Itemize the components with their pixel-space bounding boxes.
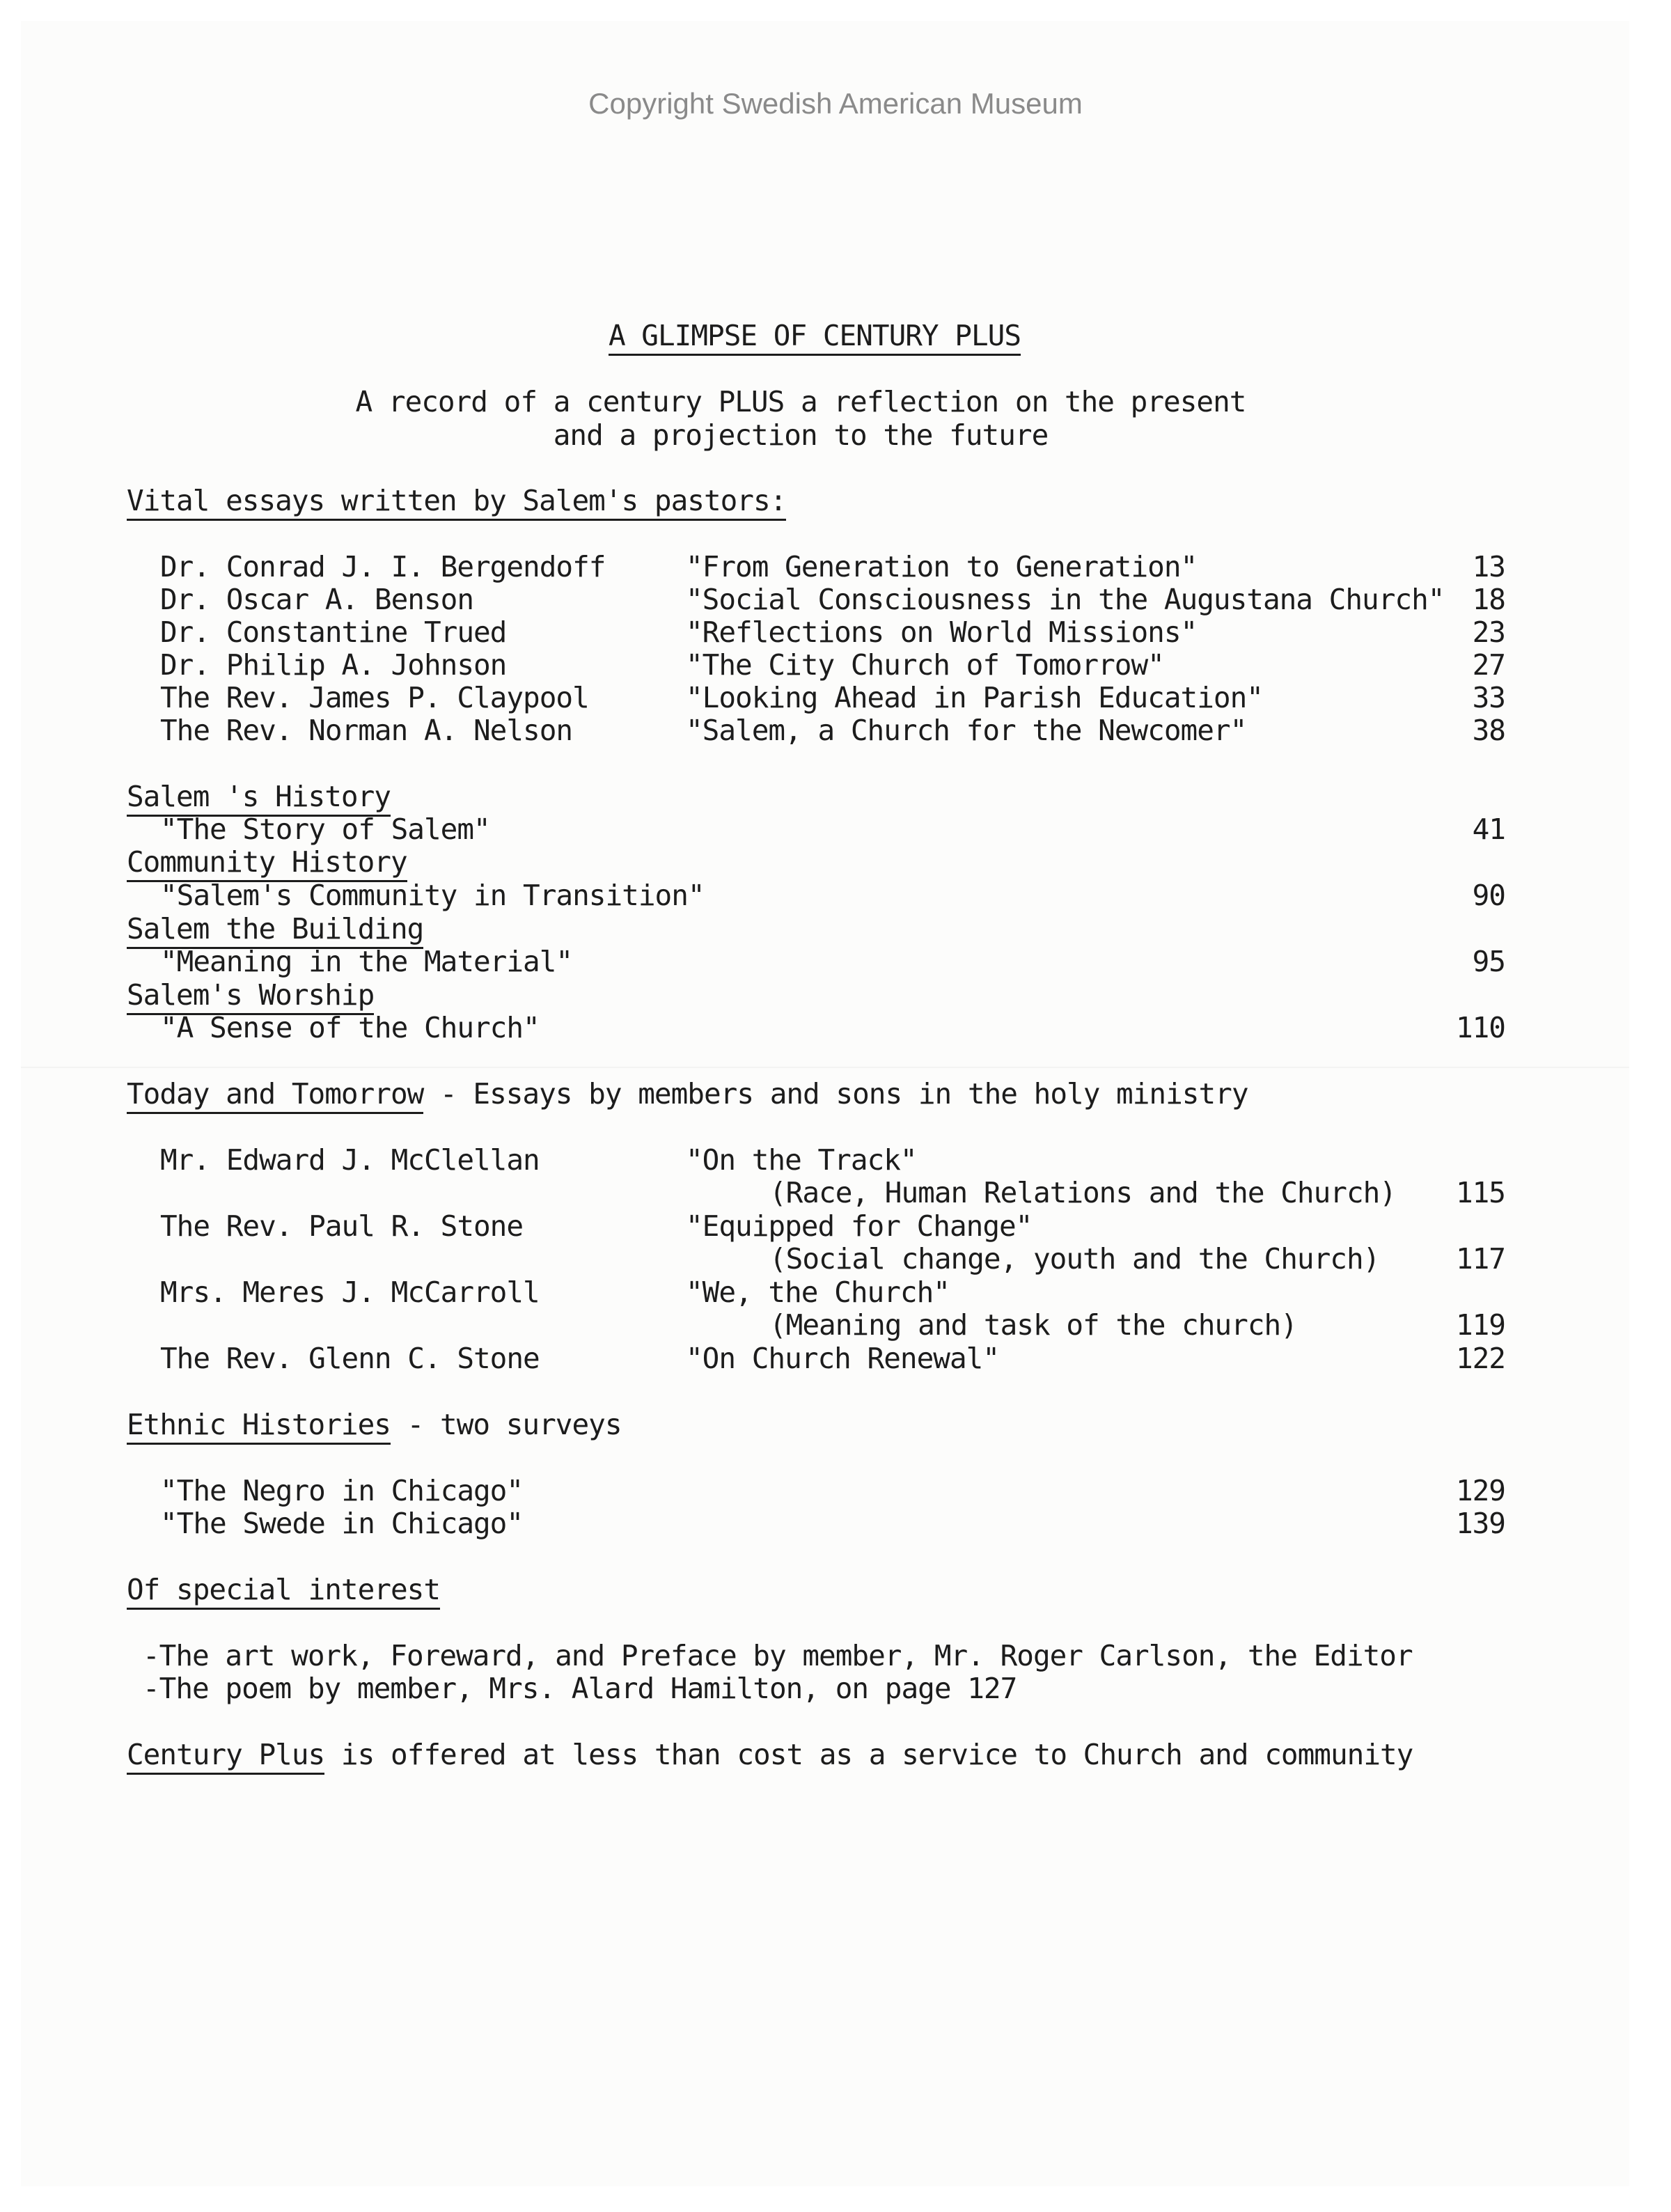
today-author: The Rev. Paul R. Stone [160, 1209, 524, 1243]
special-heading [127, 1573, 440, 1606]
today-page-number: 115 [1455, 1176, 1505, 1209]
section-heading [127, 978, 374, 1012]
closing-rest: is offered at less than cost as a service to Church and community [324, 1738, 1413, 1771]
section-heading-text: Salem the Building [127, 912, 423, 949]
section-page-number: 95 [1472, 945, 1505, 978]
section-heading [127, 845, 407, 879]
document-title-text: A GLIMPSE OF CENTURY PLUS [609, 319, 1021, 356]
today-essay-title: "On Church Renewal" [686, 1342, 999, 1375]
section-page-number: 90 [1472, 879, 1505, 912]
section-essay-title: "Meaning in the Material" [160, 945, 573, 978]
today-heading [127, 1077, 1248, 1111]
section-essay-title: "Salem's Community in Transition" [160, 879, 705, 912]
today-essay-note: (Race, Human Relations and the Church) [769, 1176, 1396, 1209]
ethnic-page-number: 129 [1455, 1474, 1505, 1507]
ethnic-essay-title: "The Swede in Chicago" [160, 1507, 524, 1540]
vital-essays-heading-text: Vital essays written by Salem's pastors: [127, 484, 786, 521]
subtitle-line-1: A record of a century PLUS a reflection on the present [355, 385, 1246, 418]
ethnic-heading-text: Ethnic Histories [127, 1408, 391, 1445]
today-author: Mr. Edward J. McClellan [160, 1143, 540, 1177]
section-heading-text: Salem 's History [127, 780, 391, 817]
subtitle-line-2: and a projection to the future [553, 418, 1049, 452]
today-essay-note: (Meaning and task of the church) [769, 1308, 1297, 1342]
document-title [0, 319, 1629, 352]
vital-essay-title: "The City Church of Tomorrow" [686, 648, 1164, 682]
section-heading-text: Community History [127, 845, 407, 882]
vital-author: Dr. Philip A. Johnson [160, 648, 507, 682]
today-heading-rest: - Essays by members and sons in the holy ministry [423, 1077, 1248, 1111]
today-heading-text: Today and Tomorrow [127, 1077, 423, 1114]
section-essay-title: "A Sense of the Church" [160, 1011, 540, 1044]
fold-crease [21, 1067, 1629, 1068]
section-essay-title: "The Story of Salem" [160, 813, 490, 846]
vital-page-number: 18 [1472, 583, 1505, 616]
vital-author: The Rev. Norman A. Nelson [160, 714, 573, 747]
ethnic-page-number: 139 [1455, 1507, 1505, 1540]
ethnic-heading [127, 1408, 622, 1441]
ethnic-essay-title: "The Negro in Chicago" [160, 1474, 524, 1507]
vital-page-number: 33 [1472, 681, 1505, 714]
special-line: -The art work, Foreward, and Preface by member, Mr. Roger Carlson, the Editor [143, 1639, 1413, 1672]
vital-page-number: 38 [1472, 714, 1505, 747]
today-author: Mrs. Meres J. McCarroll [160, 1276, 540, 1309]
section-page-number: 41 [1472, 813, 1505, 846]
vital-essays-heading [127, 484, 786, 517]
section-heading [127, 912, 423, 946]
special-heading-text: Of special interest [127, 1573, 440, 1610]
vital-essay-title: "Salem, a Church for the Newcomer" [686, 714, 1247, 747]
special-line: -The poem by member, Mrs. Alard Hamilton, on page 127 [143, 1672, 1017, 1705]
vital-author: Dr. Constantine Trued [160, 615, 507, 649]
vital-essay-title: "Reflections on World Missions" [686, 615, 1198, 649]
today-essay-note: (Social change, youth and the Church) [769, 1242, 1380, 1276]
closing-lead: Century Plus [127, 1738, 324, 1775]
vital-page-number: 23 [1472, 615, 1505, 649]
today-page-number: 117 [1455, 1242, 1505, 1276]
copyright-watermark: Copyright Swedish American Museum [588, 87, 1083, 120]
today-page-number: 122 [1455, 1342, 1505, 1375]
section-heading-text: Salem's Worship [127, 978, 374, 1015]
vital-page-number: 13 [1472, 550, 1505, 583]
section-heading [127, 780, 391, 813]
today-page-number: 119 [1455, 1308, 1505, 1342]
today-author: The Rev. Glenn C. Stone [160, 1342, 540, 1375]
vital-essay-title: "From Generation to Generation" [686, 550, 1198, 583]
vital-essay-title: "Social Consciousness in the Augustana Church" [686, 583, 1445, 616]
vital-author: The Rev. James P. Claypool [160, 681, 589, 714]
today-essay-title: "We, the Church" [686, 1276, 950, 1309]
today-essay-title: "On the Track" [686, 1143, 917, 1177]
vital-essay-title: "Looking Ahead in Parish Education" [686, 681, 1263, 714]
section-page-number: 110 [1455, 1011, 1505, 1044]
vital-page-number: 27 [1472, 648, 1505, 682]
vital-author: Dr. Conrad J. I. Bergendoff [160, 550, 606, 583]
vital-author: Dr. Oscar A. Benson [160, 583, 473, 616]
today-essay-title: "Equipped for Change" [686, 1209, 1033, 1243]
closing-statement [127, 1738, 1413, 1771]
ethnic-heading-rest: - two surveys [390, 1408, 622, 1441]
